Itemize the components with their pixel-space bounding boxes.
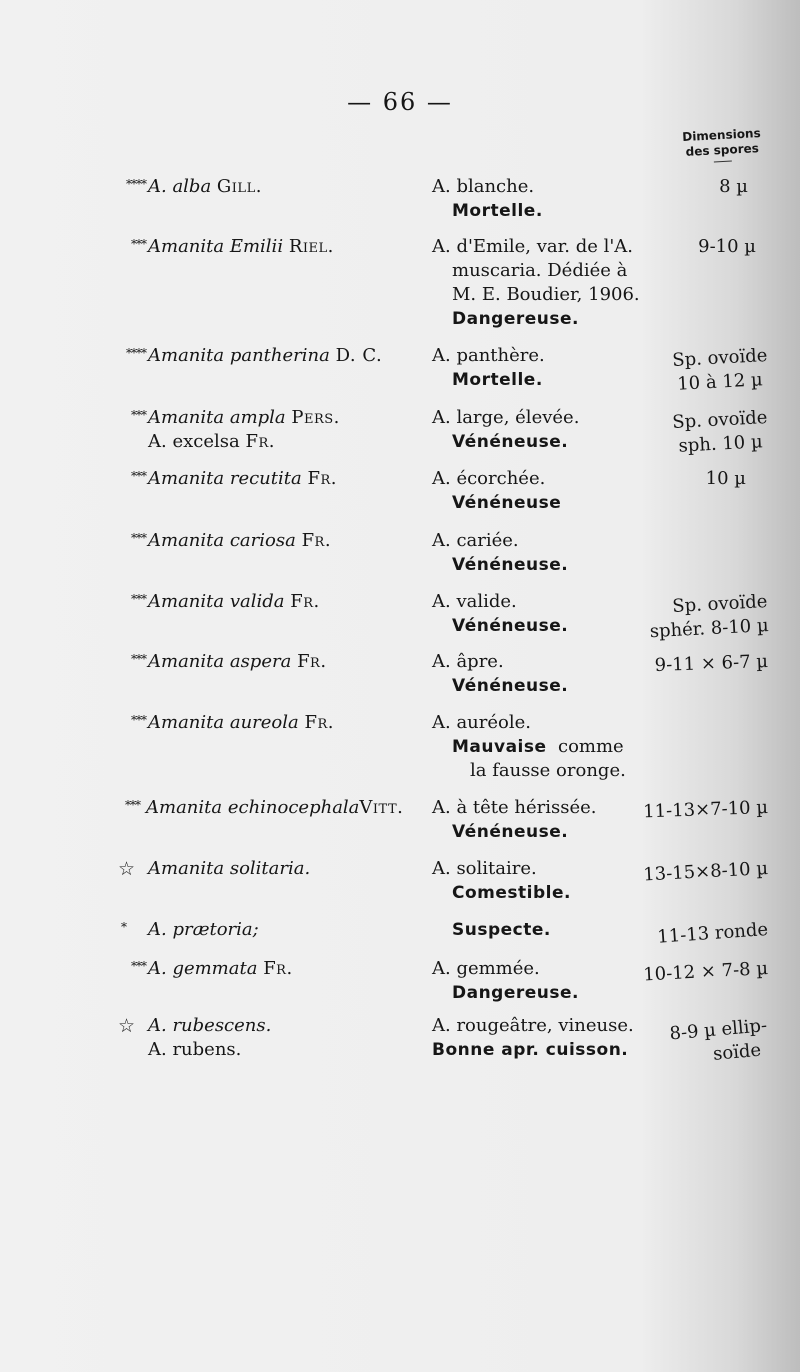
spore-dimensions bbox=[639, 344, 769, 399]
edibility-status: Vénéneuse. bbox=[452, 555, 569, 575]
latin-name bbox=[148, 344, 428, 368]
french-line: muscaria. Dédiée à bbox=[452, 260, 628, 281]
spore-line: Sp. ovoïde bbox=[671, 407, 768, 433]
french-line: A. cariée. bbox=[432, 530, 519, 551]
french-description bbox=[432, 957, 662, 1005]
species-name: Amanita valida bbox=[148, 591, 285, 612]
toxicity-mark: *** bbox=[125, 798, 140, 812]
spore-header-line-1: Dimensions bbox=[681, 125, 762, 145]
spore-header-line-2: des spores bbox=[685, 141, 760, 159]
status-continuation: comme bbox=[557, 736, 624, 757]
french-line: A. auréole. bbox=[432, 712, 531, 733]
species-author: Riel. bbox=[288, 236, 334, 257]
spore-line: Sp. ovoïde bbox=[671, 591, 768, 617]
french-description bbox=[432, 529, 662, 577]
latin-name bbox=[148, 857, 428, 881]
french-line: M. E. Boudier, 1906. bbox=[452, 284, 640, 305]
spore-dimensions bbox=[639, 590, 769, 645]
spore-line: soïde bbox=[712, 1039, 762, 1065]
species-name: Amanita recutita bbox=[148, 468, 302, 489]
species-name: Amanita Emilii bbox=[148, 236, 284, 257]
species-name: Amanita cariosa bbox=[148, 530, 296, 551]
latin-name bbox=[148, 711, 428, 735]
synonym: A. rubens. bbox=[148, 1039, 242, 1060]
french-line bbox=[432, 735, 662, 759]
toxicity-mark: *** bbox=[131, 959, 146, 973]
species-name: Amanita aureola bbox=[148, 712, 299, 733]
edibility-status: Bonne apr. cuisson. bbox=[432, 1040, 629, 1060]
edibility-status: Mortelle. bbox=[452, 370, 543, 390]
french-description bbox=[432, 650, 662, 698]
star-mark-icon: ☆ bbox=[117, 1015, 134, 1037]
french-line: A. âpre. bbox=[432, 651, 504, 672]
toxicity-mark: * bbox=[121, 920, 126, 934]
spore-line: 10 µ bbox=[705, 468, 746, 489]
species-author: Fr. bbox=[307, 468, 337, 489]
spore-dimensions bbox=[640, 175, 768, 199]
spore-line: 8 µ bbox=[719, 176, 748, 197]
species-name: Amanita ampla bbox=[148, 407, 286, 428]
french-description bbox=[432, 918, 662, 942]
species-name: A. prætoria; bbox=[148, 919, 259, 940]
species-name: A. rubescens. bbox=[148, 1015, 272, 1036]
spore-dimensions bbox=[640, 235, 768, 259]
french-line: A. rougeâtre, vineuse. bbox=[432, 1015, 634, 1036]
latin-name bbox=[148, 175, 428, 199]
latin-name bbox=[148, 590, 428, 614]
french-line: A. d'Emile, var. de l'A. bbox=[432, 236, 634, 257]
species-name: Amanita pantherina bbox=[148, 345, 330, 366]
edibility-status: Dangereuse. bbox=[452, 309, 580, 329]
edibility-status: Dangereuse. bbox=[452, 983, 580, 1003]
spore-column-header bbox=[671, 125, 773, 164]
french-line: A. écorchée. bbox=[432, 468, 546, 489]
edibility-status: Vénéneuse. bbox=[452, 822, 569, 842]
spore-line: 11-13 ronde bbox=[656, 919, 769, 948]
spore-dimensions bbox=[638, 1014, 770, 1073]
french-description bbox=[432, 1014, 662, 1062]
toxicity-mark: *** bbox=[131, 652, 146, 666]
latin-name bbox=[148, 957, 428, 981]
french-line: A. solitaire. bbox=[432, 858, 537, 879]
spore-line: 10 à 12 µ bbox=[676, 369, 764, 395]
header-rule bbox=[714, 161, 732, 163]
french-line: A. blanche. bbox=[432, 176, 535, 197]
edibility-status: Suspecte. bbox=[452, 920, 551, 940]
french-line: A. valide. bbox=[432, 591, 517, 612]
toxicity-mark: **** bbox=[126, 177, 146, 191]
toxicity-mark: *** bbox=[131, 469, 146, 483]
spore-dimensions bbox=[640, 650, 769, 678]
french-description bbox=[432, 590, 662, 638]
latin-name bbox=[146, 796, 426, 820]
spore-dimensions bbox=[639, 406, 769, 461]
page-number: — 66 — bbox=[347, 88, 453, 116]
edibility-status: Mortelle. bbox=[452, 201, 543, 221]
french-line: A. panthère. bbox=[432, 345, 545, 366]
spore-line: 13-15×8-10 µ bbox=[642, 858, 769, 886]
toxicity-mark: *** bbox=[131, 531, 146, 545]
species-author: Gill. bbox=[216, 176, 262, 197]
spore-line: sph. 10 µ bbox=[678, 431, 764, 457]
edibility-status: Vénéneuse. bbox=[452, 616, 569, 636]
species-author: Fr. bbox=[263, 958, 293, 979]
edibility-status: Vénéneuse bbox=[452, 493, 562, 513]
spore-line: 9-11 × 6-7 µ bbox=[654, 651, 769, 676]
french-description bbox=[432, 711, 662, 783]
spore-dimensions bbox=[640, 467, 768, 491]
french-description bbox=[432, 796, 662, 844]
french-line: la fausse oronge. bbox=[470, 760, 626, 781]
species-author: Fr. bbox=[301, 530, 332, 551]
toxicity-mark: *** bbox=[131, 237, 146, 251]
latin-name bbox=[148, 406, 428, 454]
edibility-status: Vénéneuse. bbox=[452, 432, 569, 452]
french-line: A. à tête hérissée. bbox=[432, 797, 597, 818]
toxicity-mark: **** bbox=[126, 346, 146, 360]
synonym-author: Fr. bbox=[245, 431, 275, 452]
french-description bbox=[432, 467, 662, 515]
french-description bbox=[432, 175, 662, 223]
edibility-status: Mauvaise bbox=[452, 737, 547, 757]
latin-name bbox=[148, 650, 428, 674]
species-author: Fr. bbox=[290, 591, 320, 612]
latin-name bbox=[148, 1014, 428, 1062]
species-name: Amanita aspera bbox=[148, 651, 292, 672]
latin-name bbox=[148, 529, 428, 553]
toxicity-mark: *** bbox=[131, 408, 146, 422]
species-name: A. alba bbox=[148, 176, 212, 197]
edibility-status: Comestible. bbox=[452, 883, 571, 903]
spore-line: sphér. 8-10 µ bbox=[649, 614, 770, 643]
latin-name bbox=[148, 235, 428, 259]
species-author: Vitt. bbox=[359, 797, 404, 818]
synonym-name: A. excelsa bbox=[148, 431, 240, 452]
spore-dimensions bbox=[640, 796, 769, 824]
french-description bbox=[432, 857, 662, 905]
edibility-status: Vénéneuse. bbox=[452, 676, 569, 696]
french-description bbox=[432, 235, 662, 331]
spore-line: Sp. ovoïde bbox=[671, 345, 768, 371]
french-description bbox=[432, 406, 662, 454]
synonym bbox=[148, 430, 428, 454]
spore-line: 10-12 × 7-8 µ bbox=[642, 958, 769, 986]
latin-name bbox=[148, 918, 428, 942]
spore-line: 8-9 µ ellip- bbox=[668, 1015, 768, 1045]
toxicity-mark: *** bbox=[131, 713, 146, 727]
french-line: A. large, élevée. bbox=[432, 407, 580, 428]
species-author: Fr. bbox=[304, 712, 334, 733]
species-author: Fr. bbox=[297, 651, 327, 672]
latin-name bbox=[148, 467, 428, 491]
star-mark-icon: ☆ bbox=[117, 858, 134, 880]
species-name: A. gemmata bbox=[148, 958, 258, 979]
toxicity-mark: *** bbox=[131, 592, 146, 606]
french-line: A. gemmée. bbox=[432, 958, 540, 979]
french-description bbox=[432, 344, 662, 392]
species-author: Pers. bbox=[291, 407, 340, 428]
spore-line: 9-10 µ bbox=[698, 236, 756, 257]
species-name: Amanita solitaria. bbox=[148, 858, 311, 879]
species-author: D. C. bbox=[335, 345, 383, 366]
spore-line: 11-13×7-10 µ bbox=[642, 797, 769, 823]
species-name: Amanita echinocephala bbox=[146, 797, 360, 818]
